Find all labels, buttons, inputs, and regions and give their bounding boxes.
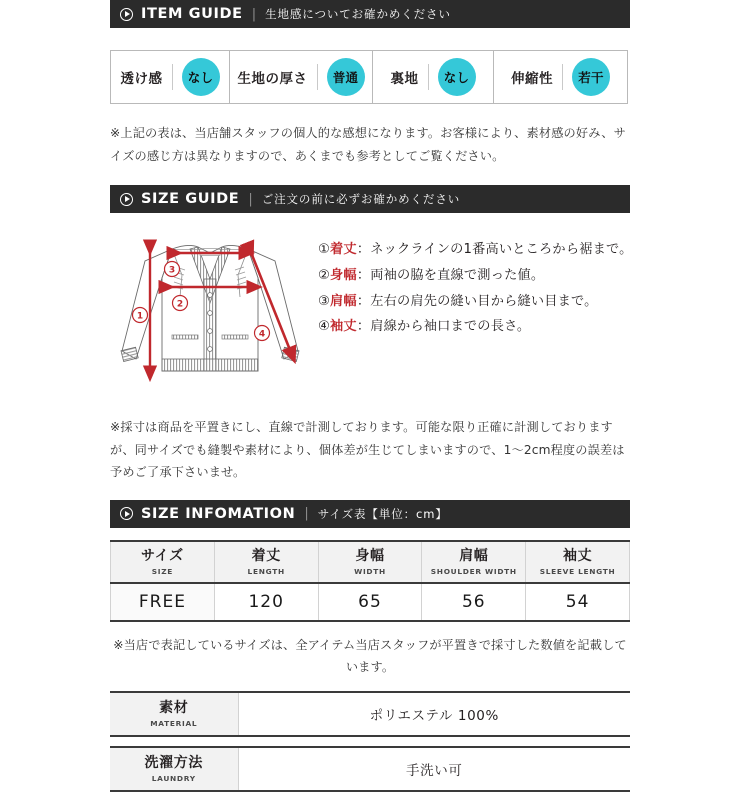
- legend-item-width: [318, 263, 633, 289]
- measurement-legend: [310, 223, 633, 340]
- size-table-header-length: [214, 541, 318, 583]
- size-information-subtitle: サイズ表【単位：cm】: [317, 506, 448, 521]
- fabric-attribute-badge: 普通: [327, 58, 365, 96]
- size-table-header-sleeve-length: [526, 541, 630, 583]
- fabric-attribute-badge: なし: [438, 58, 476, 96]
- legend-number: ①: [318, 242, 331, 258]
- legend-key: 身幅: [330, 267, 357, 283]
- cell-length: 120: [214, 583, 318, 621]
- material-table: [110, 691, 630, 737]
- material-label-cell: [110, 692, 238, 736]
- fabric-attribute-label: 伸縮性: [511, 71, 553, 87]
- fabric-attribute-badge: なし: [182, 58, 220, 96]
- size-table-header-row: [111, 541, 630, 583]
- header-jp: 肩幅: [459, 548, 489, 565]
- svg-text:1: 1: [136, 311, 144, 322]
- legend-item-sleeve-length: [318, 314, 633, 340]
- item-guide-header: [110, 0, 630, 28]
- size-table-header-width: [318, 541, 422, 583]
- table-row: [111, 583, 630, 621]
- header-en: SLEEVE LENGTH: [539, 566, 616, 576]
- legend-text: 左右の肩先の縫い目から縫い目まで。: [370, 293, 598, 309]
- fabric-attributes-row: [110, 50, 630, 104]
- header-en: WIDTH: [354, 566, 386, 576]
- play-circle-icon: [120, 507, 133, 520]
- content-wrapper: [110, 0, 633, 792]
- size-guide-body: [110, 223, 633, 402]
- fabric-attribute-label: 透け感: [120, 71, 163, 87]
- cell-sleeve-length: 54: [526, 583, 630, 621]
- legend-colon: ：: [356, 242, 371, 258]
- fabric-attribute-sheerness: [110, 50, 230, 104]
- header-en: SIZE: [151, 566, 174, 576]
- header-jp: 着丈: [251, 548, 281, 565]
- legend-text: 両袖の脇を直線で測った値。: [370, 267, 545, 283]
- item-guide-separator: |: [251, 6, 257, 22]
- legend-colon: ：: [356, 293, 371, 309]
- cell-shoulder-width: 56: [422, 583, 526, 621]
- item-guide-subtitle: 生地感についてお確かめください: [265, 7, 451, 21]
- cell-divider: [428, 64, 429, 90]
- header-en: LENGTH: [247, 566, 285, 576]
- header-en: MATERIAL: [150, 718, 198, 728]
- legend-number: ②: [318, 267, 331, 283]
- legend-colon: ：: [356, 267, 371, 283]
- header-en: LAUNDRY: [151, 773, 196, 783]
- fabric-attribute-label: 裏地: [390, 71, 419, 87]
- size-guide-title: SIZE GUIDE: [141, 191, 240, 208]
- size-table-header-size: [111, 541, 215, 583]
- legend-number: ③: [318, 293, 331, 309]
- svg-text:3: 3: [168, 265, 176, 276]
- legend-key: 着丈: [330, 242, 357, 258]
- svg-text:4: 4: [258, 329, 266, 340]
- size-guide-separator: |: [248, 191, 253, 207]
- legend-number: ④: [318, 319, 331, 335]
- size-table-note: ※当店で表記しているサイズは、全アイテム当店スタッフが平置きで採寸した数値を記載しています。: [113, 637, 627, 675]
- cell-size: FREE: [111, 583, 215, 621]
- cell-divider: [317, 64, 318, 90]
- size-guide-subtitle: ご注文の前に必ずお確かめください: [261, 192, 461, 207]
- size-information-separator: |: [304, 506, 309, 522]
- header-jp: 身幅: [355, 548, 385, 565]
- measurement-disclaimer-note: ※採寸は商品を平置きにし、直線で計測しております。可能な限り正確に計測しておりますが、同サイズでも縫製や素材により、個体差が生じてしまいますので、1〜2cm程度の誤差は予めご了承下さいませ。: [110, 420, 625, 480]
- size-table: [110, 540, 630, 622]
- table-row: [110, 692, 630, 736]
- laundry-table: [110, 746, 630, 792]
- legend-colon: ：: [356, 319, 371, 335]
- size-information-header: [110, 500, 630, 528]
- fabric-attribute-label: 生地の厚さ: [237, 71, 308, 87]
- cell-divider: [562, 64, 563, 90]
- svg-text:2: 2: [176, 299, 184, 310]
- legend-item-length: [318, 237, 633, 263]
- play-circle-icon: [120, 193, 133, 206]
- item-guide-title: ITEM GUIDE: [141, 6, 243, 22]
- fabric-attribute-thickness: [229, 50, 373, 104]
- legend-key: 肩幅: [330, 293, 357, 309]
- legend-key: 袖丈: [330, 319, 357, 335]
- fabric-disclaimer-note: ※上記の表は、当店舗スタッフの個人的な感想になります。お客様により、素材感の好み、サイズの感じ方は異なりますので、あくまでも参考としてご覧ください。: [110, 126, 626, 163]
- fabric-attribute-lining: [372, 50, 494, 104]
- cell-width: 65: [318, 583, 422, 621]
- laundry-label-cell: [110, 747, 238, 791]
- legend-text: 肩線から袖口までの長さ。: [370, 319, 531, 335]
- cardigan-measurement-diagram: [110, 223, 310, 402]
- legend-text: ネックラインの1番高いところから裾まで。: [370, 242, 633, 258]
- size-guide-header: [110, 185, 630, 213]
- laundry-value: 手洗い可: [238, 747, 630, 791]
- header-jp: 袖丈: [562, 548, 593, 565]
- header-jp: 素材: [159, 700, 189, 717]
- cell-divider: [172, 64, 173, 90]
- table-row: [110, 747, 630, 791]
- header-en: SHOULDER WIDTH: [430, 566, 517, 576]
- header-jp: 洗濯方法: [144, 755, 203, 772]
- material-value: ポリエステル 100%: [238, 692, 630, 736]
- legend-item-shoulder-width: [318, 289, 633, 315]
- size-information-title: SIZE INFOMATION: [141, 505, 296, 522]
- fabric-attribute-stretch: [493, 50, 628, 104]
- header-jp: サイズ: [141, 548, 184, 565]
- fabric-attribute-badge: 若干: [572, 58, 610, 96]
- size-table-header-shoulder-width: [422, 541, 526, 583]
- play-circle-icon: [120, 8, 133, 21]
